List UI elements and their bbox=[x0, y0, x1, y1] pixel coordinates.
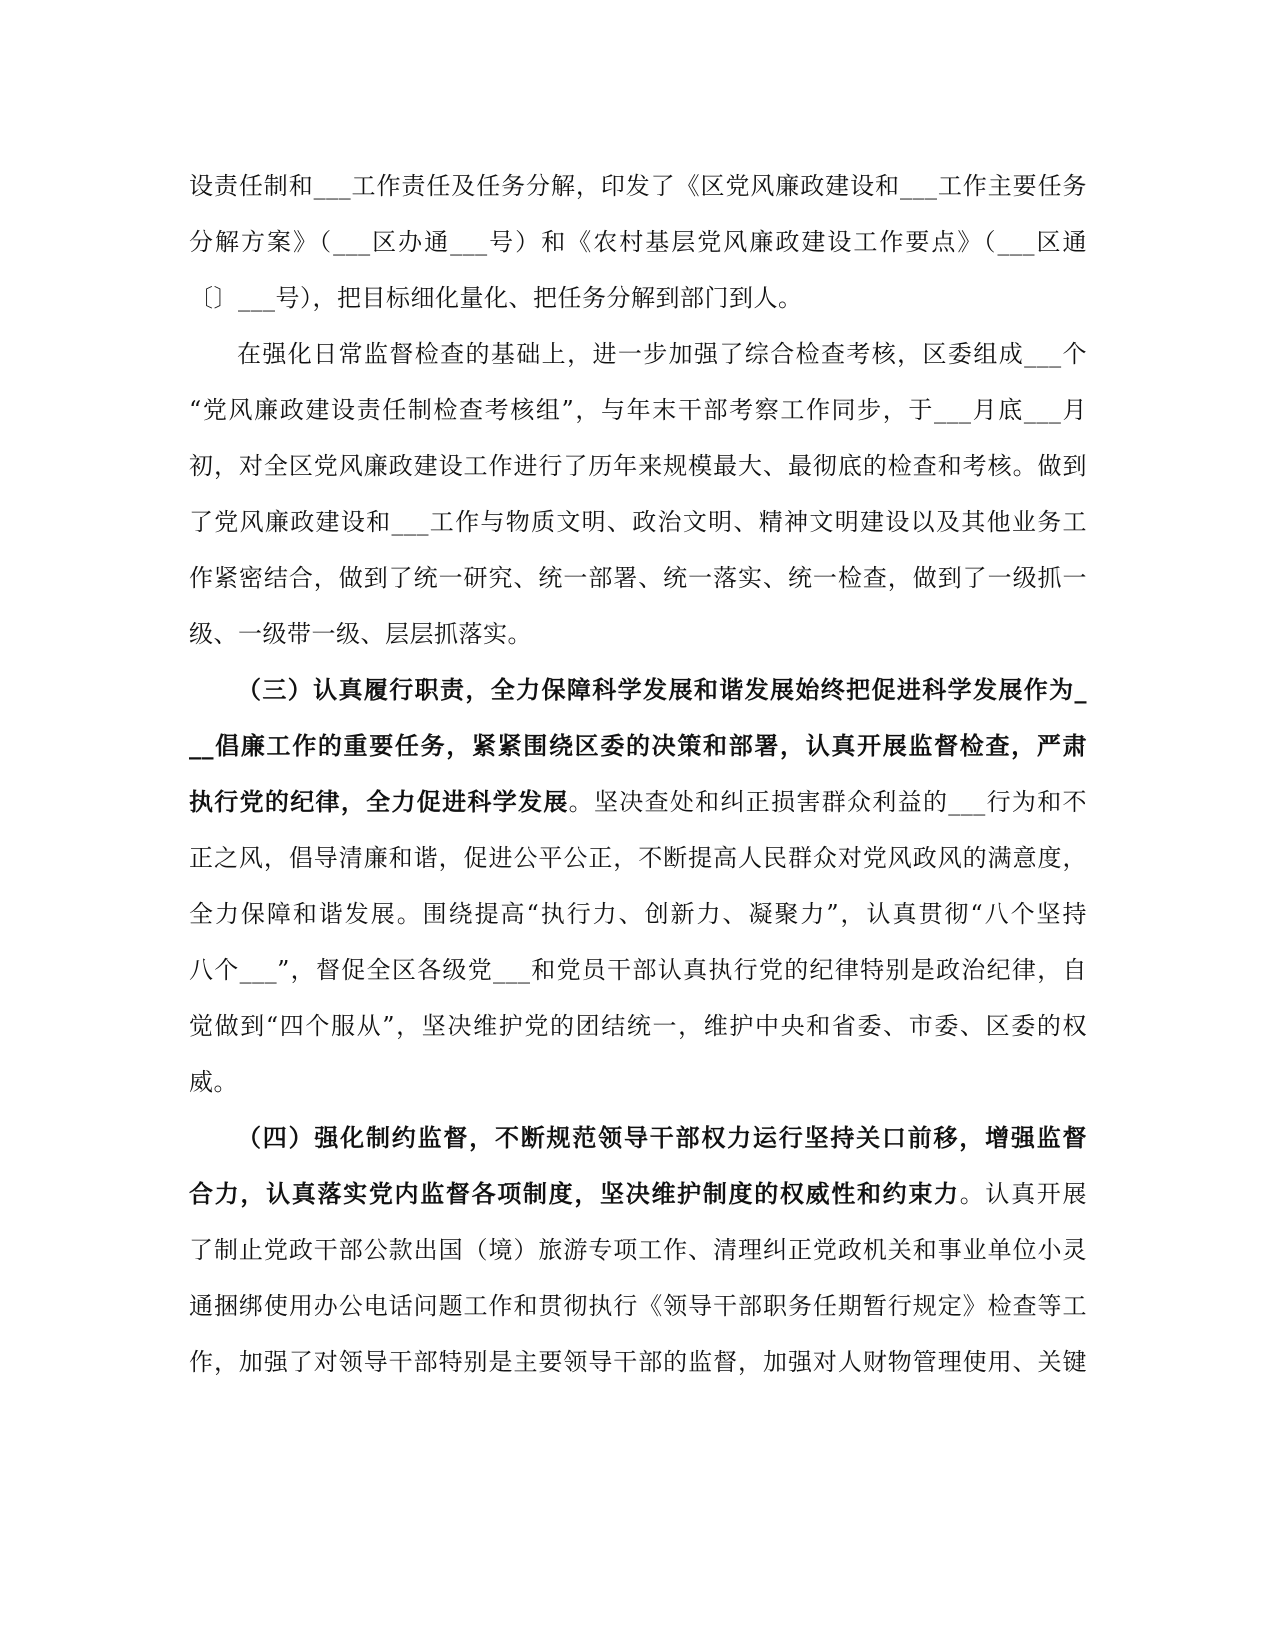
text-line: 设责任制和___工作责任及任务分解，印发了《区党风廉政建设和___工作主要任务 bbox=[189, 172, 1087, 200]
text-line: 〔〕___号），把目标细化量化、把任务分解到部门到人。 bbox=[189, 284, 803, 312]
text-line: 威。 bbox=[189, 1068, 238, 1096]
section-heading-4: （四）强化制约监督，不断规范领导干部权力运行坚持关口前移，增强监督 bbox=[237, 1124, 1087, 1152]
text-line: “党风廉政建设责任制检查考核组”，与年末干部考察工作同步，于___月底___月 bbox=[189, 396, 1087, 424]
text-line: 作紧密结合，做到了统一研究、统一部署、统一落实、统一检查，做到了一级抓一 bbox=[189, 564, 1087, 592]
text-span: 。坚决查处和纠正损害群众利益的___行为和不 bbox=[568, 788, 1088, 816]
text-line: 八个___”，督促全区各级党___和党员干部认真执行党的纪律特别是政治纪律，自 bbox=[189, 956, 1087, 984]
text-line: 了党风廉政建设和___工作与物质文明、政治文明、精神文明建设以及其他业务工 bbox=[189, 508, 1087, 536]
section-heading-3: （三）认真履行职责，全力保障科学发展和谐发展始终把促进科学发展作为_ bbox=[237, 676, 1087, 704]
text-line: 初，对全区党风廉政建设工作进行了历年来规模最大、最彻底的检查和考核。做到 bbox=[189, 452, 1087, 480]
text-line: 作，加强了对领导干部特别是主要领导干部的监督，加强对人财物管理使用、关键 bbox=[189, 1348, 1087, 1376]
text-span: 。认真开展 bbox=[959, 1180, 1087, 1208]
text-line: 觉做到“四个服从”，坚决维护党的团结统一，维护中央和省委、市委、区委的权 bbox=[189, 1012, 1087, 1040]
text-line: 分解方案》（___区办通___号）和《农村基层党风廉政建设工作要点》（___区通 bbox=[189, 228, 1087, 256]
section-heading-4-end: 合力，认真落实党内监督各项制度，坚决维护制度的权威性和约束力 bbox=[189, 1180, 960, 1208]
section-heading-3-end: 执行党的纪律，全力促进科学发展 bbox=[189, 788, 569, 816]
text-line: 正之风，倡导清廉和谐，促进公平公正，不断提高人民群众对党风政风的满意度， bbox=[189, 844, 1087, 872]
text-line: 全力保障和谐发展。围绕提高“执行力、创新力、凝聚力”，认真贯彻“八个坚持 bbox=[189, 900, 1087, 928]
text-line: 通捆绑使用办公电话问题工作和贯彻执行《领导干部职务任期暂行规定》检查等工 bbox=[189, 1292, 1087, 1320]
section-heading-3-cont: __倡廉工作的重要任务，紧紧围绕区委的决策和部署，认真开展监督检查，严肃 bbox=[189, 732, 1087, 760]
text-line-mixed bbox=[189, 786, 1087, 818]
text-line-mixed bbox=[189, 1178, 1087, 1210]
text-line: 级、一级带一级、层层抓落实。 bbox=[189, 620, 532, 648]
text-line: 了制止党政干部公款出国（境）旅游专项工作、清理纠正党政机关和事业单位小灵 bbox=[189, 1236, 1087, 1264]
text-line: 在强化日常监督检查的基础上，进一步加强了综合检查考核，区委组成___个 bbox=[237, 340, 1087, 368]
